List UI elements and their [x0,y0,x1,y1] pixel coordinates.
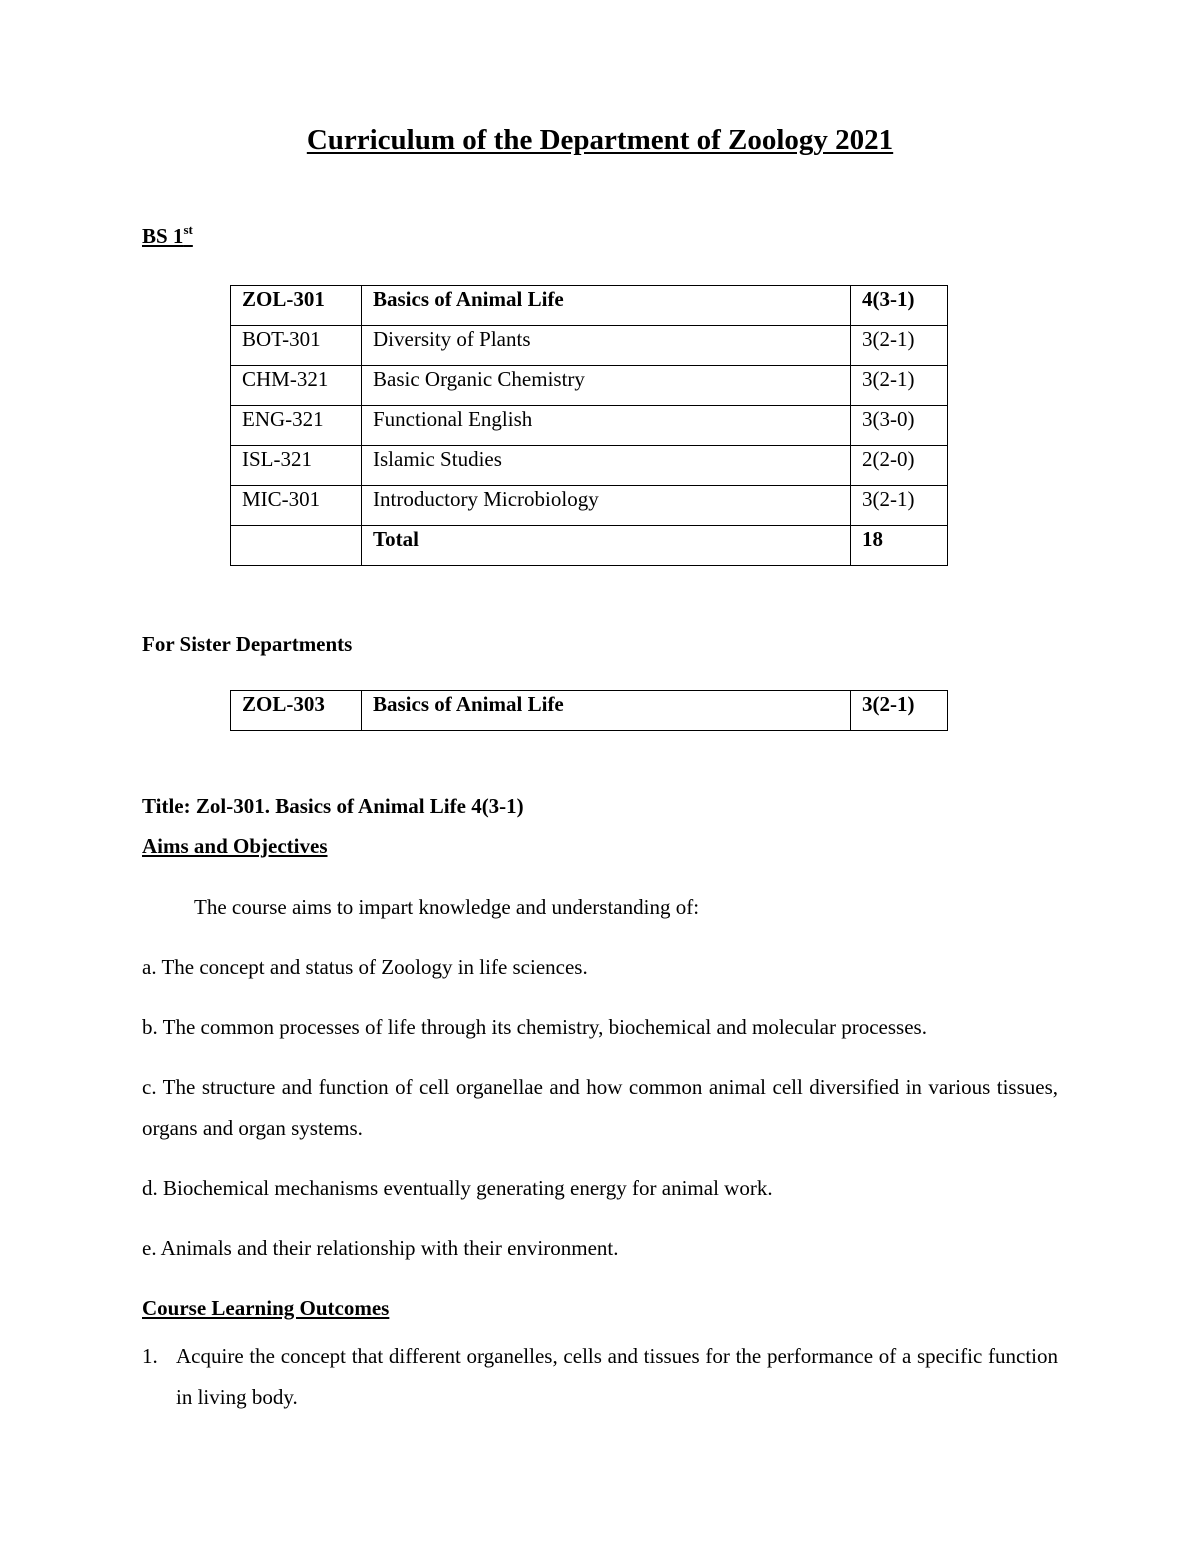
aim-item: e. Animals and their relationship with their environment. [142,1236,619,1260]
course-name-cell: Total [362,526,851,566]
course-credits-cell: 3(2-1) [851,691,948,731]
course-credits-cell: 3(2-1) [851,326,948,366]
course-code-cell: ZOL-303 [231,691,362,731]
course-credits-cell: 4(3-1) [851,286,948,326]
aim-item: d. Biochemical mechanisms eventually generating energy for animal work. [142,1176,773,1200]
aims-intro: The course aims to impart knowledge and understanding of: [194,895,700,919]
semester-course-table [230,285,948,566]
course-credits-cell: 3(2-1) [851,486,948,526]
semester-heading-text: BS 1 [142,224,184,248]
semester-heading-sup: st [183,222,193,237]
course-credits-cell: 18 [851,526,948,566]
page-title: Curriculum of the Department of Zoology 2021 [306,124,894,156]
aim-item: a. The concept and status of Zoology in life sciences. [142,955,588,979]
course-name-cell: Basics of Animal Life [362,286,851,326]
sister-course-table [230,690,948,731]
table-row [231,691,948,731]
course-name-cell: Introductory Microbiology [362,486,851,526]
course-name-cell: Basic Organic Chemistry [362,366,851,406]
course-code-cell: ISL-321 [231,446,362,486]
clo-item [142,1336,1058,1418]
course-code-cell: MIC-301 [231,486,362,526]
table-row [231,286,948,326]
table-row [231,406,948,446]
aims-heading: Aims and Objectives [142,834,328,858]
course-title: Title: Zol-301. Basics of Animal Life 4(3-1) [142,794,524,818]
course-name-cell: Functional English [362,406,851,446]
aim-item: c. The structure and function of cell organellae and how common animal cell diversified in various tissues, organs and organ systems. [142,1075,1058,1140]
course-credits-cell: 3(3-0) [851,406,948,446]
course-name-cell: Diversity of Plants [362,326,851,366]
clo-number: 1. [142,1344,158,1368]
aim-item: b. The common processes of life through its chemistry, biochemical and molecular processes. [142,1015,927,1039]
course-name-cell: Basics of Animal Life [362,691,851,731]
sister-departments-heading: For Sister Departments [142,632,353,656]
course-code-cell: ZOL-301 [231,286,362,326]
semester-heading [142,222,193,249]
table-row [231,526,948,566]
course-code-cell [231,526,362,566]
course-code-cell: ENG-321 [231,406,362,446]
course-credits-cell: 3(2-1) [851,366,948,406]
clo-text: Acquire the concept that different organelles, cells and tissues for the performance of a specific function in living body. [176,1344,1058,1409]
table-row [231,486,948,526]
table-row [231,446,948,486]
course-name-cell: Islamic Studies [362,446,851,486]
clo-heading: Course Learning Outcomes [142,1296,390,1320]
table-row [231,366,948,406]
course-credits-cell: 2(2-0) [851,446,948,486]
course-code-cell: BOT-301 [231,326,362,366]
course-code-cell: CHM-321 [231,366,362,406]
table-row [231,326,948,366]
